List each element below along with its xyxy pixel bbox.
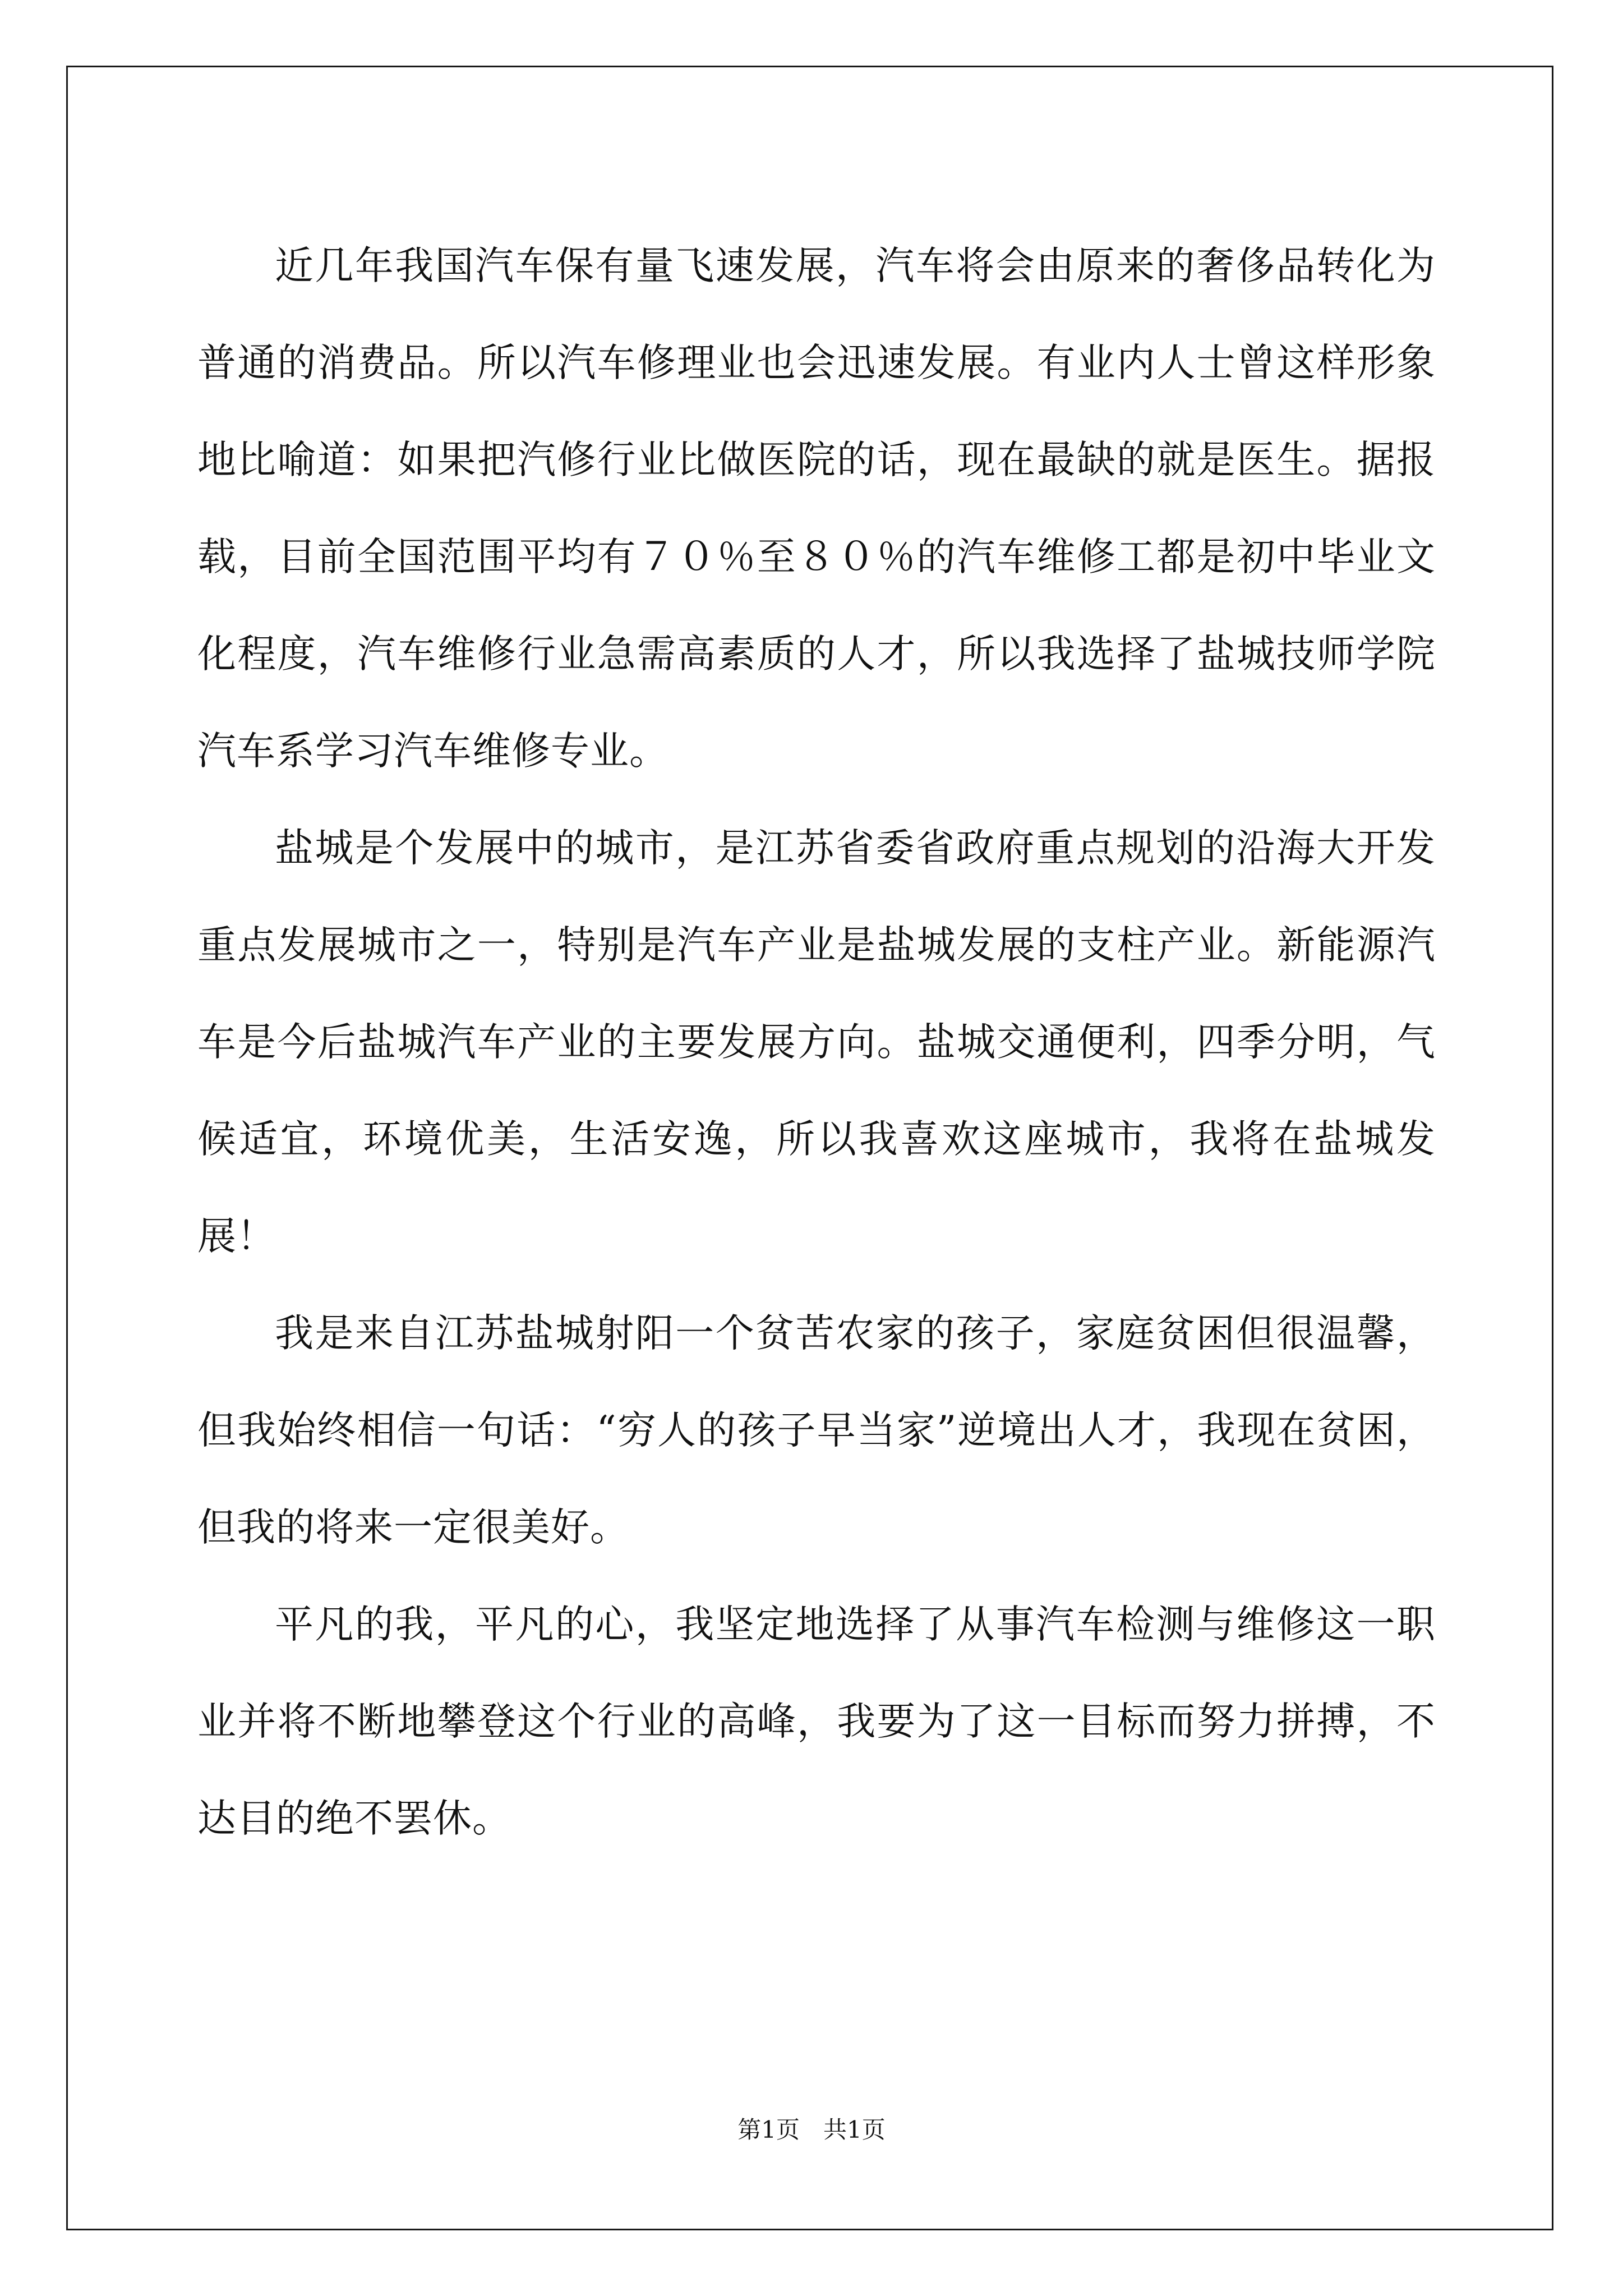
paragraph-3: 我是来自江苏盐城射阳一个贫苦农家的孩子，家庭贫困但很温馨，但我始终相信一句话：“穷人的孩子早当家”逆境出人才，我现在贫困，但我的将来一定很美好。 [197, 1311, 1436, 1550]
page-number-footer: 第1页 共1页 [737, 2116, 886, 2143]
paragraph-2: 盐城是个发展中的城市，是江苏省委省政府重点规划的沿海大开发重点发展城市之一，特别是汽车产业是盐城发展的支柱产业。新能源汽车是今后盐城汽车产业的主要发展方向。盐城交通便利，四季分明，气候适宜，环境优美，生活安逸，所以我喜欢这座城市，我将在盐城发展！ [197, 826, 1436, 1259]
document-body [197, 218, 1436, 1867]
paragraph-4: 平凡的我，平凡的心，我坚定地选择了从事汽车检测与维修这一职业并将不断地攀登这个行业的高峰，我要为了这一目标而努力拼搏，不达目的绝不罢休。 [197, 1602, 1436, 1841]
paragraph-1: 近几年我国汽车保有量飞速发展，汽车将会由原来的奢侈品转化为普通的消费品。所以汽车修理业也会迅速发展。有业内人士曾这样形象地比喻道：如果把汽修行业比做医院的话，现在最缺的就是医生。据报载，目前全国范围平均有７０％至８０％的汽车维修工都是初中毕业文化程度，汽车维修行业急需高素质的人才，所以我选择了盐城技师学院汽车系学习汽车维修专业。 [197, 243, 1436, 774]
